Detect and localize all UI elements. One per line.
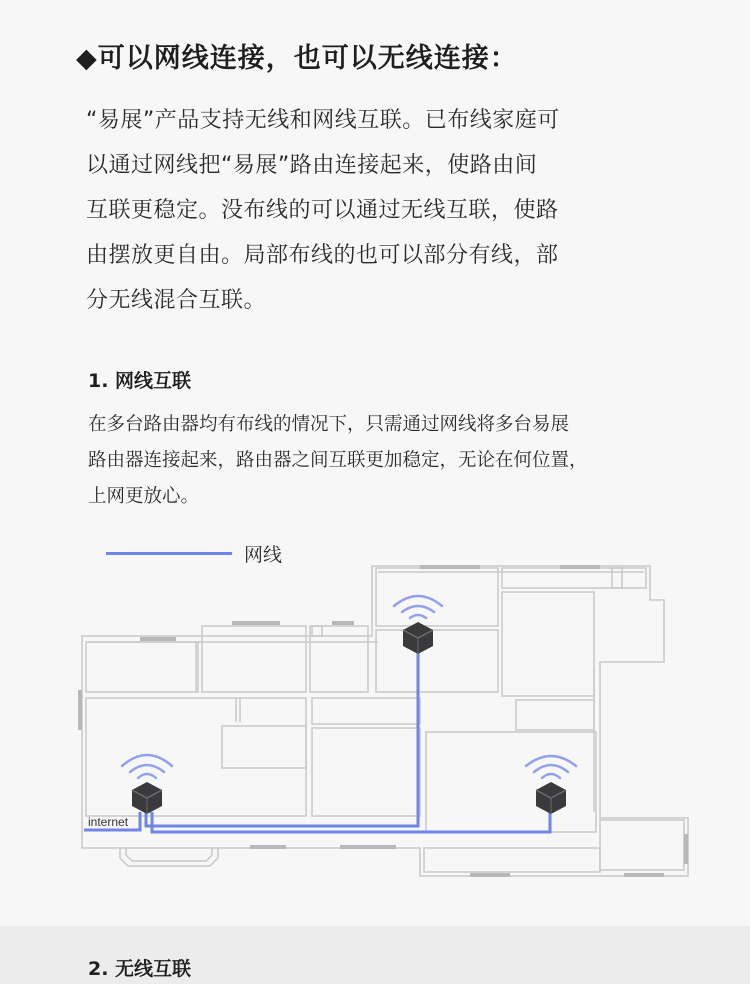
cable-legend-label: 网线 [244,543,283,566]
intro-line: 以通过网线把“易展”路由连接起来，使路由间 [86,153,538,178]
intro-line: “易展”产品支持无线和网线互联。已布线家庭可 [86,108,560,133]
router-icon [132,782,162,814]
wired-section-title: 1. 网线互联 [88,370,192,392]
wired-line: 在多台路由器均有布线的情况下，只需通过网线将多台易展 [88,414,570,435]
router-icon [536,782,566,814]
wireless-section-title: 2. 无线互联 [88,958,192,980]
intro-line: 由摆放更自由。局部布线的也可以部分有线，部 [86,243,559,268]
intro-line: 互联更稳定。没布线的可以通过无线互联，使路 [86,198,559,223]
wired-line: 上网更放心。 [88,486,200,507]
wired-line: 路由器连接起来，路由器之间互联更加稳定，无论在何位置， [88,450,588,471]
internet-label: internet [88,815,129,829]
section-heading: ◆可以网线连接，也可以无线连接： [76,43,518,74]
intro-line: 分无线混合互联。 [86,288,267,313]
router-icon [403,622,433,654]
floor-plan-walls [82,566,688,876]
